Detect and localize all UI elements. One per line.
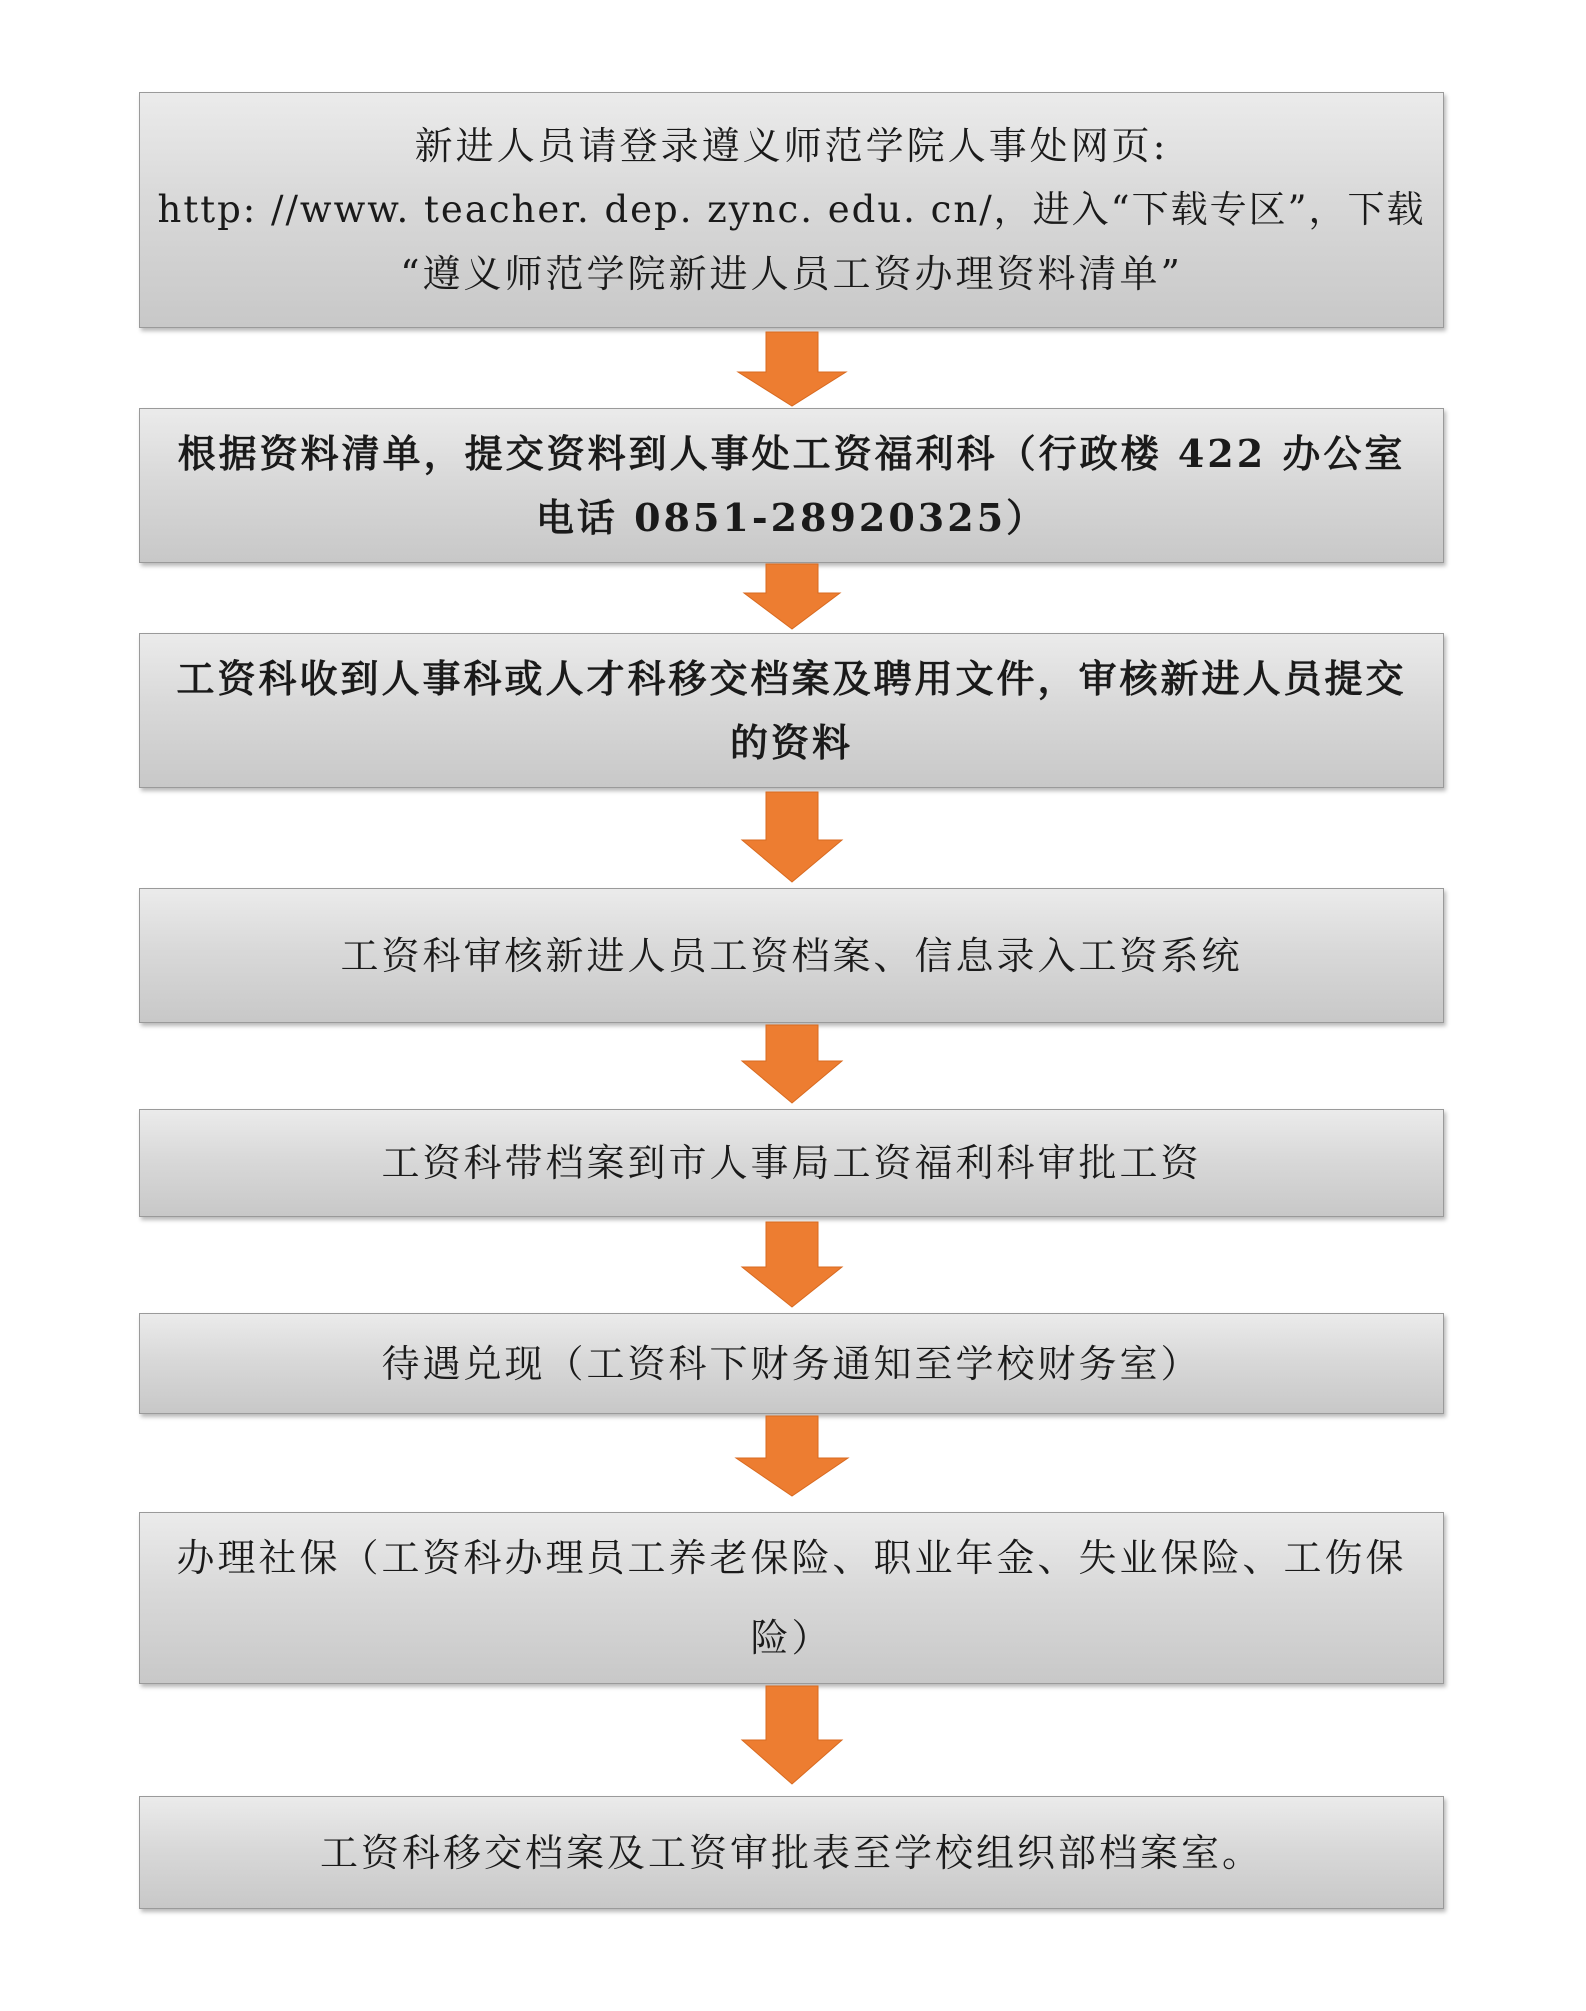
step-2-line-2: 电话 0851-28920325） xyxy=(535,494,1048,540)
down-arrow-5-shape xyxy=(742,1222,842,1307)
step-3-line-2: 的资料 xyxy=(729,719,853,765)
down-arrow-4 xyxy=(0,1023,1586,1111)
step-2-line-1: 根据资料清单，提交资料到人事处工资福利科（行政楼 422 办公室 xyxy=(177,430,1406,476)
flow-step-3 xyxy=(139,633,1444,788)
flow-step-4 xyxy=(139,888,1444,1023)
flow-step-7 xyxy=(139,1512,1444,1684)
flow-step-8 xyxy=(139,1796,1444,1909)
step-1-line-3: “遵义师范学院新进人员工资办理资料清单” xyxy=(400,252,1183,296)
down-arrow-5 xyxy=(0,1217,1586,1313)
down-arrow-3 xyxy=(0,788,1586,888)
flow-step-6 xyxy=(139,1313,1444,1414)
flow-step-1 xyxy=(139,92,1444,328)
down-arrow-2 xyxy=(0,563,1586,635)
down-arrow-7 xyxy=(0,1684,1586,1796)
down-arrow-6 xyxy=(0,1414,1586,1512)
step-8-line-1: 工资科移交档案及工资审批表至学校组织部档案室。 xyxy=(319,1830,1263,1875)
step-5-line-1: 工资科带档案到市人事局工资福利科审批工资 xyxy=(381,1141,1202,1185)
flow-step-2 xyxy=(139,408,1444,563)
down-arrow-2-shape xyxy=(744,564,840,629)
step-3-line-1: 工资科收到人事科或人才科移交档案及聘用文件，审核新进人员提交 xyxy=(176,655,1407,701)
down-arrow-4-shape xyxy=(742,1025,842,1103)
down-arrow-7-shape xyxy=(742,1686,842,1784)
flow-step-5 xyxy=(139,1109,1444,1217)
step-7-line-1: 办理社保（工资科办理员工养老保险、职业年金、失业保险、工伤保 xyxy=(176,1536,1407,1580)
down-arrow-6-shape xyxy=(736,1416,848,1496)
step-1-line-2: http: //www. teacher. dep. zync. edu. cn/，进入“下载专区”，下载 xyxy=(157,188,1426,231)
step-6-line-1: 待遇兑现（工资科下财务通知至学校财务室） xyxy=(381,1341,1202,1386)
step-7-line-2: 险） xyxy=(750,1616,833,1660)
down-arrow-1-shape xyxy=(738,332,846,406)
step-1-line-1: 新进人员请登录遵义师范学院人事处网页: xyxy=(414,124,1169,168)
down-arrow-1 xyxy=(0,328,1586,418)
step-4-line-1: 工资科审核新进人员工资档案、信息录入工资系统 xyxy=(340,933,1243,978)
down-arrow-3-shape xyxy=(742,792,842,882)
